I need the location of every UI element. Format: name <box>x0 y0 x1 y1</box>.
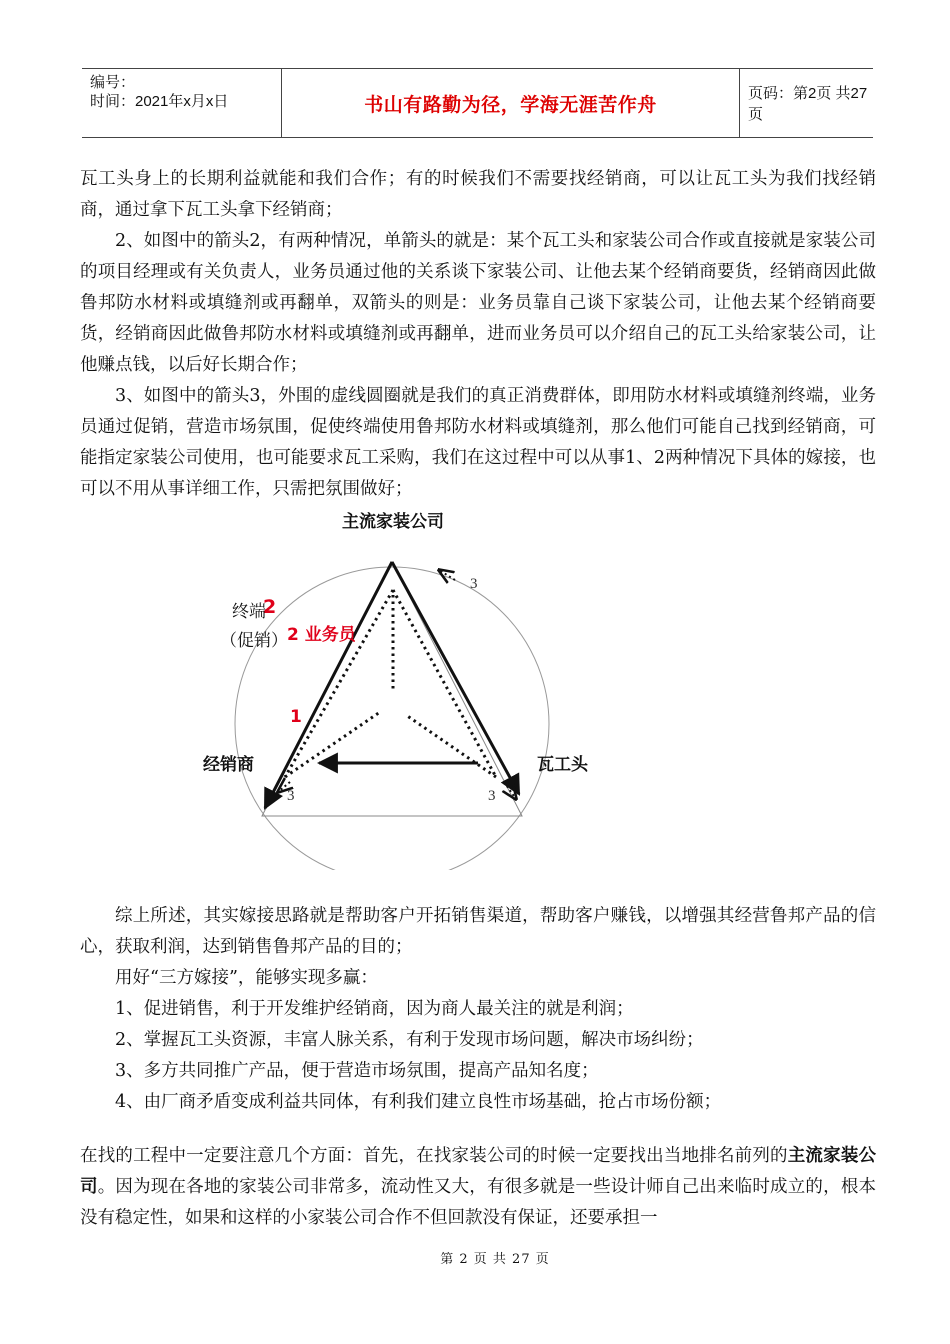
list-item: 4、由厂商矛盾变成利益共同体，有利我们建立良性市场基础，抢占市场份额； <box>115 1092 722 1112</box>
outer-triangle <box>262 562 522 816</box>
label-3-right: 3 <box>488 788 496 804</box>
paragraph: 瓦工头身上的长期利益就能和我们合作；有的时候我们不需要找经销商，可以让瓦工头为我们找经销商，通过拿下瓦工头拿下经销商； <box>80 169 876 220</box>
red-number-2: 2 <box>263 596 277 618</box>
page-number-label: 页码：第2页 共27页 <box>748 85 868 123</box>
top-node-label: 主流家装公司 <box>342 512 444 532</box>
tiler-node-label: 瓦工头 <box>537 755 588 775</box>
header-motto: 书山有路勤为径，学海无涯苦作舟 <box>282 69 740 137</box>
arrow-to-tiler <box>392 562 519 794</box>
code-label: 编号： <box>90 74 136 91</box>
paragraph: 3、如图中的箭头3，外围的虚线圆圈就是我们的真正消费群体，即用防水材料或填缝剂终端，业务员通过促销，营造市场氛围，促使终端使用鲁邦防水材料或填缝剂，那么他们可能自己找到经销商，可能指定家装公司使用，也可能要求瓦工采购，我们在这过程中可以从事1、2两种情况下具体的嫁接，也可以不用从事详细工作，只需把氛围做好； <box>80 386 876 499</box>
list-item: 1、促进销售，利于开发维护经销商，因为商人最关注的就是利润； <box>115 999 634 1019</box>
page-footer: 第 2 页 共 27 页 <box>440 1252 550 1267</box>
label-3-left: 3 <box>287 788 295 804</box>
page-header <box>82 68 873 138</box>
paragraph: 2、如图中的箭头2，有两种情况，单箭头的就是：某个瓦工头和家装公司合作或直接就是家装公司的项目经理或有关负责人，业务员通过他的关系谈下家装公司、让他去某个经销商要货，经销商因此做鲁邦防水材料或填缝剂或再翻单，双箭头的则是：业务员靠自己谈下家装公司，让他去某个经销商要货，经销商因此做鲁邦防水材料或填缝剂或再翻单，进而业务员可以介绍自己的瓦工头给家装公司，让他赚点钱，以后好长期合作； <box>80 231 876 375</box>
text-run: 。因为现在各地的家装公司非常多，流动性又大，有很多就是一些设计师自己出来临时成立的，根本没有稳定性，如果和这样的小家装公司合作不但回款没有保证，还要承担一 <box>80 1177 877 1228</box>
label-3-top: 3 <box>470 576 478 592</box>
promo-label: （促销） <box>220 631 288 651</box>
header-meta <box>82 69 282 137</box>
emphasis-text: 主流家装公司 <box>80 1146 877 1197</box>
salesman-label: 2 业务员 <box>287 625 356 645</box>
three-party-diagram <box>0 500 950 870</box>
time-label: 时间：2021年x月x日 <box>90 93 229 110</box>
terminal-label: 终端 <box>232 602 266 622</box>
consumer-circle <box>235 567 549 870</box>
list-item: 3、多方共同推广产品，便于营造市场氛围，提高产品知名度； <box>115 1061 599 1081</box>
paragraph: 综上所述，其实嫁接思路就是帮助客户开拓销售渠道，帮助客户赚钱，以增强其经营鲁邦产品的信心，获取利润，达到销售鲁邦产品的目的； <box>80 906 876 957</box>
list-item: 2、掌握瓦工头资源，丰富人脉关系，有利于发现市场问题，解决市场纠纷； <box>115 1030 704 1050</box>
dotted-inner-lines <box>285 590 496 777</box>
red-number-1: 1 <box>290 707 302 727</box>
dealer-node-label: 经销商 <box>203 755 254 775</box>
text-run: 在找的工程中一定要注意几个方面：首先，在找家装公司的时候一定要找出当地排名前列的 <box>80 1146 788 1166</box>
paragraph <box>80 1141 876 1234</box>
arrow-to-dealer <box>265 562 392 808</box>
paragraph: 用好“三方嫁接”，能够实现多赢： <box>115 968 378 988</box>
